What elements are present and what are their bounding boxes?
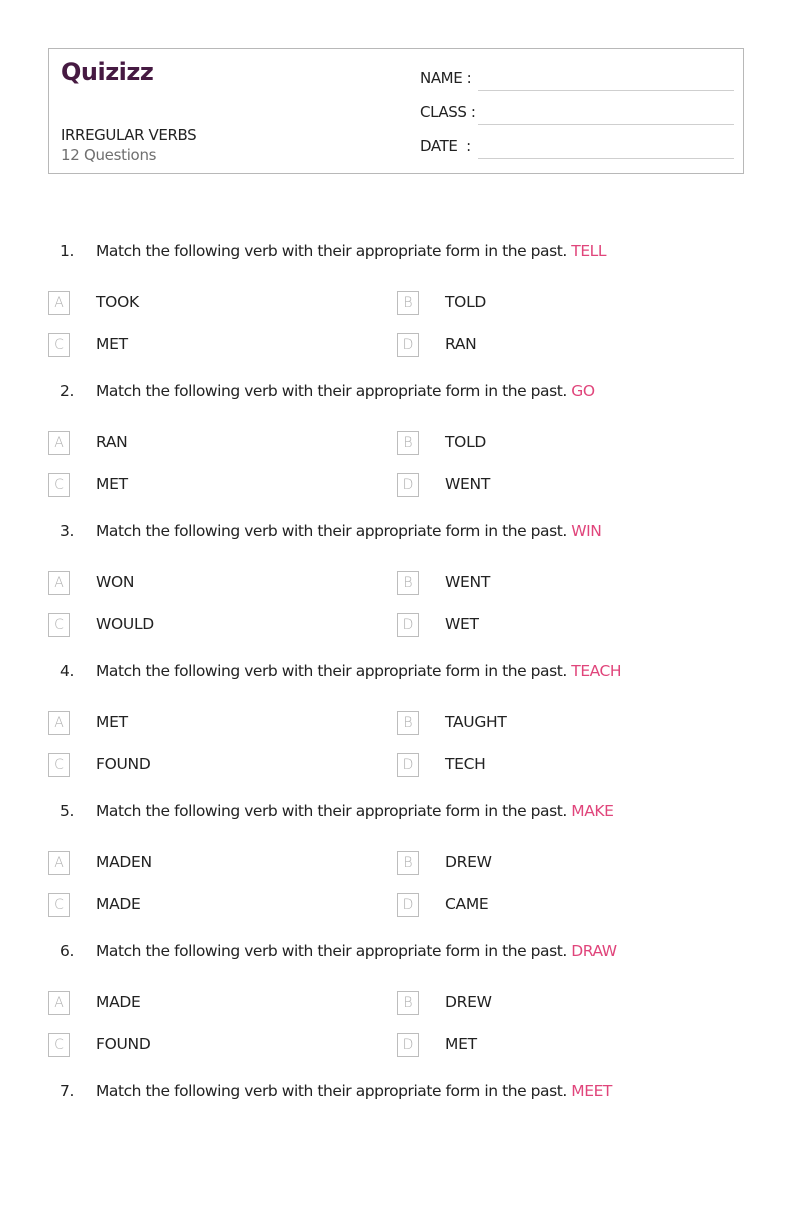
name-field[interactable] (420, 67, 734, 91)
option-letter-box[interactable]: C (48, 473, 70, 497)
option-letter-box[interactable]: D (397, 1033, 419, 1057)
option-text: MET (96, 713, 128, 731)
answer-option-b[interactable] (397, 851, 697, 875)
option-letter-box[interactable]: B (397, 571, 419, 595)
answer-option-c[interactable] (48, 333, 348, 357)
option-letter-box[interactable]: A (48, 851, 70, 875)
question-keyword: TEACH (571, 662, 622, 680)
option-letter-box[interactable]: C (48, 613, 70, 637)
question-text (96, 522, 601, 540)
answer-option-d[interactable] (397, 1033, 697, 1057)
option-text: MET (445, 1035, 477, 1053)
question-prompt: Match the following verb with their appropriate form in the past. (96, 802, 567, 820)
question-number: 3. (60, 522, 74, 540)
answer-option-b[interactable] (397, 571, 697, 595)
worksheet-header (48, 48, 744, 174)
question-number: 4. (60, 662, 74, 680)
question-keyword: TELL (571, 242, 607, 260)
option-text: MADE (96, 895, 141, 913)
answer-option-d[interactable] (397, 333, 697, 357)
date-input-line[interactable] (478, 158, 734, 159)
option-text: MET (96, 475, 128, 493)
answer-option-c[interactable] (48, 893, 348, 917)
question-text (96, 382, 595, 400)
option-letter-box[interactable]: A (48, 291, 70, 315)
option-text: WET (445, 615, 479, 633)
question-prompt: Match the following verb with their appropriate form in the past. (96, 242, 567, 260)
option-letter-box[interactable]: B (397, 851, 419, 875)
question-1 (0, 242, 794, 382)
answer-option-a[interactable] (48, 711, 348, 735)
answer-option-c[interactable] (48, 613, 348, 637)
question-prompt: Match the following verb with their appropriate form in the past. (96, 662, 567, 680)
question-4 (0, 662, 794, 802)
question-keyword: WIN (571, 522, 602, 540)
option-text: WON (96, 573, 135, 591)
option-letter-box[interactable]: A (48, 571, 70, 595)
option-text: MADEN (96, 853, 152, 871)
question-2 (0, 382, 794, 522)
answer-option-a[interactable] (48, 571, 348, 595)
question-prompt: Match the following verb with their appropriate form in the past. (96, 522, 567, 540)
question-number: 5. (60, 802, 74, 820)
option-text: WENT (445, 573, 490, 591)
option-letter-box[interactable]: A (48, 711, 70, 735)
question-keyword: MEET (571, 1082, 612, 1100)
answer-option-c[interactable] (48, 1033, 348, 1057)
answer-option-d[interactable] (397, 893, 697, 917)
option-text: MADE (96, 993, 141, 1011)
option-letter-box[interactable]: A (48, 991, 70, 1015)
option-text: WENT (445, 475, 490, 493)
class-field[interactable] (420, 101, 734, 125)
question-3 (0, 522, 794, 662)
option-text: DREW (445, 853, 492, 871)
option-text: RAN (96, 433, 128, 451)
question-text (96, 942, 617, 960)
question-text (96, 662, 621, 680)
question-number: 6. (60, 942, 74, 960)
option-text: TECH (445, 755, 486, 773)
question-keyword: MAKE (571, 802, 614, 820)
option-text: WOULD (96, 615, 154, 633)
option-letter-box[interactable]: D (397, 753, 419, 777)
answer-option-c[interactable] (48, 753, 348, 777)
option-text: TAUGHT (445, 713, 507, 731)
answer-option-d[interactable] (397, 473, 697, 497)
question-number: 1. (60, 242, 74, 260)
question-text (96, 802, 613, 820)
option-text: RAN (445, 335, 477, 353)
answer-option-d[interactable] (397, 613, 697, 637)
option-letter-box[interactable]: B (397, 291, 419, 315)
quizizz-logo: Quizizz (61, 58, 154, 86)
name-label: NAME : (420, 69, 472, 87)
option-text: TOLD (445, 433, 487, 451)
option-letter-box[interactable]: D (397, 613, 419, 637)
answer-option-c[interactable] (48, 473, 348, 497)
answer-option-d[interactable] (397, 753, 697, 777)
question-number: 7. (60, 1082, 74, 1100)
option-text: CAME (445, 895, 489, 913)
option-letter-box[interactable]: D (397, 333, 419, 357)
question-prompt: Match the following verb with their appropriate form in the past. (96, 382, 567, 400)
answer-option-b[interactable] (397, 711, 697, 735)
option-letter-box[interactable]: B (397, 711, 419, 735)
option-letter-box[interactable]: B (397, 991, 419, 1015)
option-text: MET (96, 335, 128, 353)
answer-option-b[interactable] (397, 431, 697, 455)
option-letter-box[interactable]: C (48, 893, 70, 917)
class-input-line[interactable] (478, 124, 734, 125)
question-prompt: Match the following verb with their appropriate form in the past. (96, 1082, 567, 1100)
class-label: CLASS : (420, 103, 476, 121)
question-text (96, 242, 606, 260)
question-text (96, 1082, 612, 1100)
answer-option-a[interactable] (48, 991, 348, 1015)
answer-option-a[interactable] (48, 431, 348, 455)
option-letter-box[interactable]: C (48, 753, 70, 777)
question-number: 2. (60, 382, 74, 400)
date-field[interactable] (420, 135, 734, 159)
option-letter-box[interactable]: C (48, 333, 70, 357)
question-prompt: Match the following verb with their appropriate form in the past. (96, 942, 567, 960)
question-keyword: DRAW (571, 942, 617, 960)
answer-option-a[interactable] (48, 851, 348, 875)
worksheet-title: IRREGULAR VERBS (61, 126, 197, 144)
option-letter-box[interactable]: D (397, 473, 419, 497)
question-count: 12 Questions (61, 146, 157, 164)
option-letter-box[interactable]: C (48, 1033, 70, 1057)
option-text: DREW (445, 993, 492, 1011)
option-letter-box[interactable]: B (397, 431, 419, 455)
question-6 (0, 942, 794, 1082)
name-input-line[interactable] (478, 90, 734, 91)
question-keyword: GO (571, 382, 595, 400)
date-label: DATE : (420, 137, 471, 155)
answer-option-b[interactable] (397, 291, 697, 315)
option-text: TOOK (96, 293, 139, 311)
answer-option-a[interactable] (48, 291, 348, 315)
option-text: FOUND (96, 1035, 151, 1053)
option-text: FOUND (96, 755, 151, 773)
option-letter-box[interactable]: A (48, 431, 70, 455)
option-text: TOLD (445, 293, 487, 311)
option-letter-box[interactable]: D (397, 893, 419, 917)
question-5 (0, 802, 794, 942)
question-7 (0, 1082, 794, 1222)
answer-option-b[interactable] (397, 991, 697, 1015)
